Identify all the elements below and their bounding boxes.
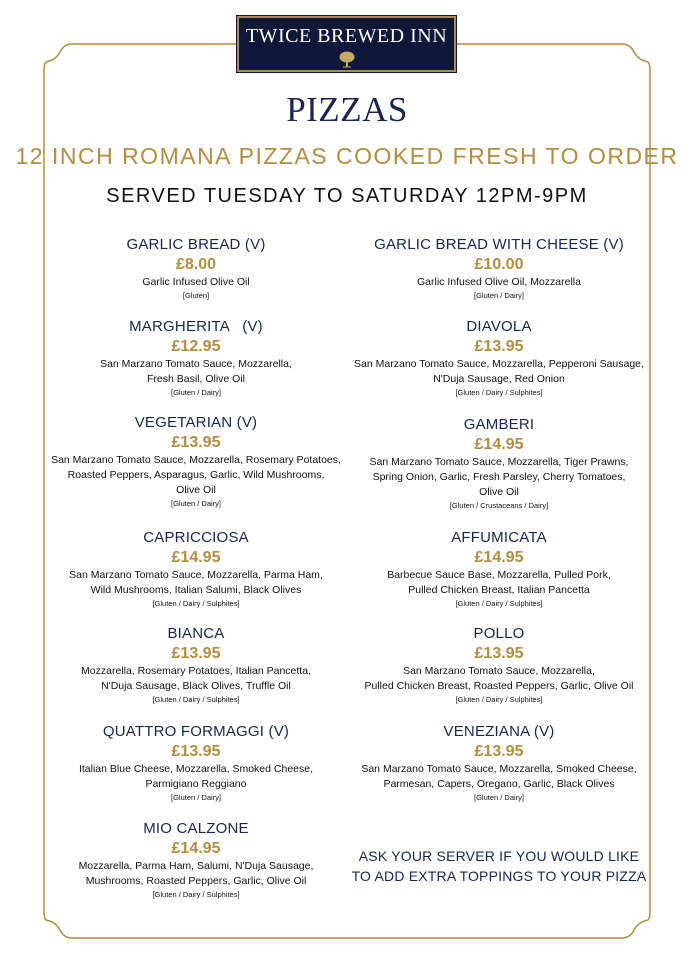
item-price: £14.95: [474, 436, 524, 453]
brand-logo: [237, 16, 456, 72]
item-price: £14.95: [171, 840, 221, 857]
menu-item-gamberi: [348, 416, 650, 511]
item-name: DIAVOLA: [466, 318, 532, 335]
item-name: MARGHERITA (V): [129, 318, 263, 335]
item-price: £10.00: [474, 256, 524, 273]
item-allergens: [Gluten / Dairy]: [170, 499, 222, 508]
item-allergens: [Gluten / Dairy / Sulphites]: [152, 599, 240, 608]
item-name: VENEZIANA (V): [443, 723, 555, 740]
item-allergens: [Gluten / Dairy]: [473, 793, 525, 802]
item-allergens: [Gluten / Dairy]: [170, 793, 222, 802]
item-name: AFFUMICATA: [451, 529, 547, 546]
item-allergens: [Gluten]: [182, 291, 210, 300]
item-description: San Marzano Tomato Sauce, Mozzarella, Rosemary Potatoes, Roasted Peppers, Asparagus, Garlic, Wild Mushrooms, Olive Oil: [51, 454, 341, 496]
item-description: Italian Blue Cheese, Mozzarella, Smoked Cheese, Parmigiano Reggiano: [78, 763, 314, 790]
item-description: San Marzano Tomato Sauce, Mozzarella, Fresh Basil, Olive Oil: [100, 358, 292, 385]
item-price: £12.95: [171, 338, 221, 355]
brand-logo-text: TWICE BREWED INN: [245, 25, 448, 47]
item-price: £13.95: [171, 743, 221, 760]
item-name: GARLIC BREAD WITH CHEESE (V): [374, 236, 624, 253]
menu-item-veneziana: [348, 723, 650, 803]
item-description: Barbecue Sauce Base, Mozzarella, Pulled Pork, Pulled Chicken Breast, Italian Pancetta: [387, 569, 611, 596]
item-price: £14.95: [474, 549, 524, 566]
menu-item-garlic-bread-cheese: [348, 236, 650, 301]
item-price: £13.95: [171, 434, 221, 451]
item-price: £13.95: [171, 645, 221, 662]
item-description: Mozzarella, Parma Ham, Salumi, N'Duja Sausage, Mushrooms, Roasted Peppers, Garlic, Olive Oil: [78, 860, 314, 887]
item-description: San Marzano Tomato Sauce, Mozzarella, Pulled Chicken Breast, Roasted Peppers, Garlic, Olive Oil: [364, 665, 634, 692]
item-price: £13.95: [474, 743, 524, 760]
menu-item-vegetarian: [30, 414, 362, 509]
menu-item-mio-calzone: [30, 820, 362, 900]
item-description: Garlic Infused Olive Oil: [142, 276, 250, 288]
item-description: San Marzano Tomato Sauce, Mozzarella, Pepperoni Sausage, N'Duja Sausage, Red Onion: [354, 358, 644, 385]
item-allergens: [Gluten / Dairy / Sulphites]: [455, 695, 543, 704]
item-allergens: [Gluten / Dairy / Sulphites]: [455, 388, 543, 397]
menu-item-diavola: [348, 318, 650, 398]
item-allergens: [Gluten / Dairy]: [170, 388, 222, 397]
item-allergens: [Gluten / Dairy]: [473, 291, 525, 300]
menu-item-affumicata: [348, 529, 650, 609]
item-allergens: [Gluten / Dairy / Sulphites]: [152, 695, 240, 704]
item-price: £8.00: [175, 256, 217, 273]
item-name: POLLO: [473, 625, 525, 642]
item-name: BIANCA: [167, 625, 225, 642]
item-description: Garlic Infused Olive Oil, Mozzarella: [417, 276, 581, 288]
note-line: ASK YOUR SERVER IF YOU WOULD LIKE: [358, 848, 640, 864]
item-price: £13.95: [474, 645, 524, 662]
item-price: £13.95: [474, 338, 524, 355]
page-title: PIZZAS: [286, 90, 408, 129]
menu-item-quattro-formaggi: [30, 723, 362, 803]
tree-icon: [339, 51, 355, 68]
menu-item-margherita: [30, 318, 362, 398]
item-name: MIO CALZONE: [143, 820, 249, 837]
menu-item-garlic-bread: [30, 236, 362, 301]
item-description: San Marzano Tomato Sauce, Mozzarella, Tiger Prawns, Spring Onion, Garlic, Fresh Parsley, Cherry Tomatoes, Olive Oil: [369, 456, 629, 498]
menu-item-pollo: [348, 625, 650, 705]
extra-toppings-note: [348, 846, 650, 886]
item-allergens: [Gluten / Dairy / Sulphites]: [152, 890, 240, 899]
item-price: £14.95: [171, 549, 221, 566]
item-description: San Marzano Tomato Sauce, Mozzarella, Smoked Cheese, Parmesan, Capers, Oregano, Garlic, Black Olives: [361, 763, 637, 790]
menu-item-capricciosa: [30, 529, 362, 609]
item-name: GAMBERI: [463, 416, 535, 433]
item-name: CAPRICCIOSA: [143, 529, 249, 546]
menu-item-bianca: [30, 625, 362, 705]
note-line: TO ADD EXTRA TOPPINGS TO YOUR PIZZA: [351, 868, 647, 884]
item-description: Mozzarella, Rosemary Potatoes, Italian Pancetta, N'Duja Sausage, Black Olives, Truffle Oil: [81, 665, 311, 692]
menu-subtitle: 12 INCH ROMANA PIZZAS COOKED FRESH TO ORDER: [15, 143, 679, 169]
item-name: QUATTRO FORMAGGI (V): [102, 723, 290, 740]
item-name: VEGETARIAN (V): [134, 414, 258, 431]
serving-hours: SERVED TUESDAY TO SATURDAY 12PM-9PM: [106, 185, 588, 207]
item-description: San Marzano Tomato Sauce, Mozzarella, Parma Ham, Wild Mushrooms, Italian Salumi, Black Olives: [69, 569, 323, 596]
item-allergens: [Gluten / Dairy / Sulphites]: [455, 599, 543, 608]
item-name: GARLIC BREAD (V): [126, 236, 266, 253]
item-allergens: [Gluten / Crustaceans / Dairy]: [449, 501, 549, 510]
